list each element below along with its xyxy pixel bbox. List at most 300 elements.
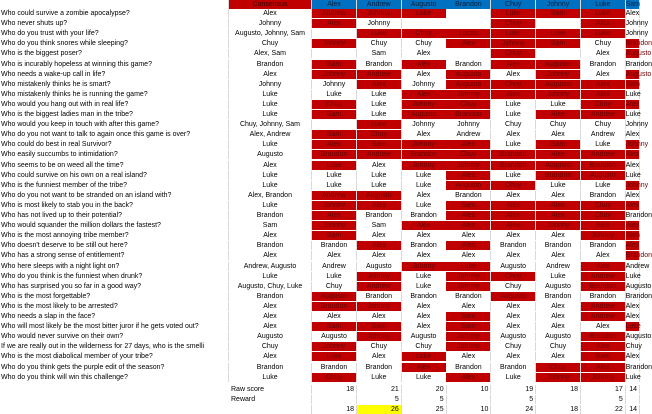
score-cell: 5	[357, 395, 402, 404]
answer-cell: Brandon	[625, 292, 652, 300]
answer-cell: Alex	[581, 49, 626, 58]
answer-cell: Alex	[402, 130, 447, 139]
question-cell: Who would you hang out with in real life?	[0, 100, 229, 109]
answer-cell: Brandon	[581, 60, 626, 69]
answer-cell: Augusto	[312, 292, 357, 301]
answer-cell: Alex	[446, 352, 491, 361]
answer-cell: Sam	[536, 140, 581, 149]
answer-cell: Luke	[491, 373, 536, 382]
question-cell: If we are really out in the wilderness for 27 days, who is the smelli	[0, 342, 229, 351]
answer-cell: Alex	[357, 231, 402, 240]
answer-cell: Augusto	[446, 80, 491, 89]
answer-cell: Alex	[312, 19, 357, 28]
answer-cell: Luke	[357, 373, 402, 382]
question-cell: Who could do best in real Survivor?	[0, 140, 229, 149]
table-row	[0, 181, 649, 190]
answer-cell: Alex	[402, 221, 447, 230]
answer-cell: Alex	[625, 313, 640, 320]
consensus-cell: Augusto	[229, 150, 312, 159]
consensus-cell: Augusto	[229, 332, 312, 341]
consensus-cell: Brandon	[229, 60, 312, 69]
answer-cell: Johnny	[446, 90, 491, 99]
consensus-cell: Alex	[229, 302, 312, 311]
answer-cell: Johnny	[402, 140, 447, 149]
answer-cell: Sam	[312, 60, 357, 69]
answer-cell: Augusto	[402, 332, 447, 341]
table-row	[0, 120, 649, 129]
answer-cell: Alex	[536, 130, 581, 139]
question-cell: Who seems to be on weed all the time?	[0, 161, 229, 170]
consensus-cell: Johnny	[229, 80, 312, 89]
answer-cell: Luke	[402, 272, 447, 281]
consensus-cell: Luke	[229, 90, 312, 99]
answer-cell: Johnny	[357, 272, 402, 281]
answer-cell: Alex	[536, 302, 581, 311]
question-cell: Who has not lived up to their potential?	[0, 211, 229, 220]
answer-cell: Brandon	[581, 191, 626, 200]
score-cell: 18	[312, 405, 357, 414]
table-row	[0, 19, 649, 28]
answer-cell: Brandon	[581, 282, 626, 291]
answer-cell: Alex	[402, 60, 447, 69]
answer-cell: Brandon	[357, 211, 402, 220]
answer-cell: Sam	[446, 312, 491, 321]
header-player-augusto[interactable]: Augusto	[402, 0, 447, 9]
raw-score-row	[0, 385, 640, 394]
answer-cell: Chuy	[491, 19, 536, 28]
question-cell: Who do you think snores while sleeping?	[0, 39, 229, 48]
answer-cell: Luke	[491, 140, 536, 149]
question-cell: Who is the most likely to be arrested?	[0, 302, 229, 311]
consensus-cell: Alex, Andrew	[229, 130, 312, 139]
question-cell: Who do you not want to talk to again once this game is over?	[0, 130, 229, 139]
answer-cell	[312, 120, 357, 129]
answer-cell: Andrew	[312, 262, 357, 271]
answer-cell: Chuy	[312, 100, 357, 109]
answer-cell: Johnny	[581, 231, 626, 240]
answer-cell: Alex	[581, 80, 626, 89]
header-question-cell	[0, 0, 229, 9]
answer-cell: Chuy	[312, 373, 357, 382]
answer-cell	[446, 19, 491, 28]
answer-cell: Alex	[446, 373, 491, 382]
answer-cell: Chuy	[357, 39, 402, 48]
answer-cell: Sam	[357, 140, 402, 149]
answer-cell: Alex	[625, 242, 640, 250]
answer-cell: Augusto	[581, 171, 626, 180]
question-cell: Who has surprised you so far in a good way?	[0, 282, 229, 291]
answer-cell: Brandon	[491, 241, 536, 250]
answer-cell	[312, 29, 357, 38]
answer-cell: Johnny	[446, 161, 491, 170]
answer-cell: Alex	[625, 353, 640, 361]
question-cell: Who is the most diabolical member of your tribe?	[0, 352, 229, 361]
question-cell: Who mistakenly thinks he is smart?	[0, 80, 229, 89]
answer-cell: Luke	[625, 323, 641, 331]
consensus-cell: Alex	[229, 251, 312, 260]
answer-cell: Alex	[357, 241, 402, 250]
answer-cell: Alex	[536, 150, 581, 159]
answer-cell: Chuy	[536, 363, 581, 372]
table-row	[0, 171, 640, 180]
score-cell: 18	[312, 385, 357, 394]
answer-cell: Alex	[446, 140, 491, 149]
answer-cell: Johnny	[402, 100, 447, 109]
answer-cell: Augusto	[312, 332, 357, 341]
header-consensus[interactable]: Consensus	[229, 0, 312, 9]
answer-cell: Luke	[402, 352, 447, 361]
answer-cell: Alex	[536, 110, 581, 119]
table-row	[0, 312, 640, 321]
answer-cell: Luke	[312, 161, 357, 170]
answer-cell: Andrew	[312, 191, 357, 200]
answer-cell: Luke	[491, 110, 536, 119]
answer-cell: Luke	[625, 373, 641, 381]
answer-cell: Brandon	[581, 161, 626, 170]
answer-cell: Alex	[581, 251, 626, 260]
score-cell: 24	[491, 405, 536, 414]
question-cell: Who would you keep in touch with after this game?	[0, 120, 229, 129]
answer-cell: Luke	[402, 181, 447, 190]
answer-cell: Johnny	[402, 262, 447, 271]
answer-cell: Johnny	[536, 90, 581, 99]
answer-cell: Alex	[357, 80, 402, 89]
answer-cell: Johnny	[625, 20, 649, 28]
answer-cell: Johnny	[402, 120, 447, 129]
score-cell: 10	[446, 385, 491, 394]
answer-cell: Alex	[312, 140, 357, 149]
answer-cell: Augusto	[536, 332, 581, 341]
answer-cell: Johnny	[402, 161, 447, 170]
answer-cell: Chuy	[357, 342, 402, 351]
footer-label	[229, 405, 312, 414]
consensus-cell: Luke	[229, 140, 312, 149]
answer-cell: Augusto	[625, 50, 652, 58]
answer-cell: Augusto	[402, 110, 447, 119]
answer-cell: Brandon	[625, 60, 652, 68]
score-cell	[626, 395, 640, 404]
consensus-cell: Alex	[229, 231, 312, 240]
answer-cell: Brandon	[312, 302, 357, 311]
answer-cell: Brandon	[491, 363, 536, 372]
score-cell: 14	[626, 385, 640, 394]
score-cell: 5	[581, 395, 626, 404]
answer-cell: Brandon	[357, 60, 402, 69]
table-row	[0, 110, 640, 119]
answer-cell: Augusto	[625, 333, 652, 341]
answer-cell: Alex	[402, 191, 447, 200]
question-cell: Who here sleeps with a night light on?	[0, 262, 229, 271]
answer-cell: Brandon	[446, 60, 491, 69]
answer-cell: Chuy	[581, 211, 626, 220]
answer-cell: Alex	[446, 231, 491, 240]
consensus-cell: Brandon	[229, 211, 312, 220]
answer-cell: Luke	[357, 90, 402, 99]
answer-cell: Johnny	[312, 80, 357, 89]
answer-cell: Alex	[357, 352, 402, 361]
answer-cell: Alex	[625, 10, 640, 17]
answer-cell: Alex	[625, 161, 640, 169]
answer-cell: Johnny	[446, 120, 491, 129]
answer-cell: Brandon	[402, 211, 447, 220]
consensus-cell: Luke	[229, 171, 312, 180]
question-cell: Who do you trust with your life?	[0, 29, 229, 38]
answer-cell: Luke	[536, 29, 581, 38]
answer-cell: Alex	[625, 201, 640, 209]
answer-cell: Chuy	[491, 120, 536, 129]
table-row	[0, 352, 640, 361]
answer-cell: Alex	[581, 363, 626, 372]
table-row	[0, 373, 640, 382]
answer-cell: Chuy	[491, 80, 536, 89]
table-row	[0, 262, 650, 271]
answer-cell: Alex	[491, 70, 536, 79]
question-cell: Who could survive on his own on a real island?	[0, 171, 229, 180]
answer-cell: Sam	[625, 80, 640, 88]
answer-cell: Alex	[581, 19, 626, 28]
consensus-cell: Luke	[229, 110, 312, 119]
answer-cell: Luke	[357, 29, 402, 38]
table-row	[0, 130, 640, 139]
answer-cell: Johnny	[625, 121, 649, 129]
question-cell: Who could survive a zombie apocalypse?	[0, 9, 229, 18]
answer-cell: Johnny	[625, 30, 649, 38]
answer-cell: Alex	[491, 211, 536, 220]
answer-cell: Alex	[446, 251, 491, 260]
answer-cell: Johnny	[446, 332, 491, 341]
answer-cell: Luke	[625, 272, 641, 280]
answer-cell: Alex	[536, 251, 581, 260]
answer-cell: Chuy	[491, 272, 536, 281]
header-player-sam[interactable]: Sam	[625, 1, 640, 8]
answer-cell: Alex	[402, 251, 447, 260]
answer-cell: Luke	[402, 373, 447, 382]
table-row	[0, 201, 640, 210]
answer-cell: Johnny	[581, 373, 626, 382]
answer-cell: Sam	[625, 232, 640, 240]
consensus-cell: Alex	[229, 9, 312, 18]
answer-cell: Alex	[402, 231, 447, 240]
question-cell: Who is the biggest ladies man in the tribe?	[0, 110, 229, 119]
answer-cell: Johnny	[357, 19, 402, 28]
score-cell	[446, 395, 491, 404]
answer-cell: Alex	[536, 352, 581, 361]
answer-cell: Augusto	[625, 282, 652, 290]
answer-cell: Brandon	[536, 292, 581, 301]
score-cell: 25	[402, 405, 447, 414]
answer-cell: Brandon	[536, 171, 581, 180]
score-cell: 20	[402, 385, 447, 394]
score-cell: 21	[357, 385, 402, 394]
score-cell: 10	[446, 405, 491, 414]
answer-cell: Luke	[402, 201, 447, 210]
question-cell: Who do you not want to be stranded on an island with?	[0, 191, 229, 200]
score-cell: 22	[581, 405, 626, 414]
question-cell: Who is incurably hopeless at winning this game?	[0, 60, 229, 69]
question-cell: Who is the funniest member of the tribe?	[0, 181, 229, 190]
answer-cell: Alex	[357, 201, 402, 210]
header-player-chuy[interactable]: Chuy	[491, 0, 536, 9]
answer-cell: Alex	[402, 90, 447, 99]
answer-cell: Alex	[446, 221, 491, 230]
answer-cell: Luke	[312, 181, 357, 190]
answer-cell: Alex	[581, 90, 626, 99]
consensus-cell: Chuy	[229, 39, 312, 48]
score-cell: 14	[626, 405, 640, 414]
answer-cell: Johnny	[446, 272, 491, 281]
table-row	[0, 251, 652, 260]
answer-cell: Andrew	[357, 70, 402, 79]
answer-cell: Johnny	[625, 181, 649, 189]
answer-cell: Augusto	[357, 262, 402, 271]
answer-cell: Luke	[312, 90, 357, 99]
question-cell: Who would squander the million dollars the fastest?	[0, 221, 229, 230]
answer-cell: Brandon	[491, 150, 536, 159]
consensus-cell: Andrew, Augusto	[229, 262, 312, 271]
consensus-cell: Brandon	[229, 292, 312, 301]
consensus-cell: Chuy, Johnny, Sam	[229, 120, 312, 129]
answer-cell: Brandon	[402, 150, 447, 159]
answer-cell	[446, 9, 491, 18]
table-row	[0, 9, 640, 18]
answer-cell: Alex	[625, 131, 640, 139]
table-row	[0, 272, 640, 281]
answer-cell: Sam	[357, 49, 402, 58]
answer-cell: Chuy	[581, 120, 626, 129]
table-row	[0, 60, 652, 69]
question-cell: Who do you think gets the purple edit of the season?	[0, 363, 229, 372]
score-cell: 5	[491, 395, 536, 404]
question-cell: Who is most likely to stab you in the back?	[0, 201, 229, 210]
answer-cell	[312, 49, 357, 58]
answer-cell: Alex	[491, 322, 536, 331]
table-row	[0, 90, 640, 99]
answer-cell: Chuy	[491, 282, 536, 291]
answer-cell: Johnny	[312, 342, 357, 351]
answer-cell: Brandon	[446, 191, 491, 200]
answer-cell: Alex	[357, 161, 402, 170]
answer-cell: Andrew	[357, 282, 402, 291]
header-player-andrew[interactable]: Andrew	[357, 0, 402, 9]
answer-cell: Alex	[491, 191, 536, 200]
answer-cell: Sam	[536, 39, 581, 48]
answer-cell: Luke	[357, 181, 402, 190]
answer-cell: Luke	[536, 272, 581, 281]
score-cell: 26	[357, 405, 402, 414]
table-row	[0, 161, 640, 170]
answer-cell: Alex	[625, 302, 640, 310]
header-player-johnny[interactable]: Johnny	[536, 0, 581, 9]
answer-cell: Sam	[357, 322, 402, 331]
answer-cell: Luke	[581, 9, 626, 18]
table-row	[0, 363, 652, 372]
consensus-cell: Luke	[229, 100, 312, 109]
table-row	[0, 29, 649, 38]
footer-label: Raw score	[229, 385, 312, 394]
answer-cell: Andrew	[446, 130, 491, 139]
header-player-luke[interactable]: Luke	[581, 0, 626, 9]
answer-cell: Alex	[312, 312, 357, 321]
answer-cell: Alex	[402, 49, 447, 58]
answer-cell: Brandon	[402, 292, 447, 301]
answer-cell: Augusto	[491, 292, 536, 301]
answer-cell: Luke	[357, 110, 402, 119]
answer-cell: Alex	[581, 322, 626, 331]
answer-cell: Alex	[491, 231, 536, 240]
answer-cell: Johnny	[312, 70, 357, 79]
score-cell: 18	[536, 405, 581, 414]
answer-cell: Augusto	[536, 80, 581, 89]
answer-cell: Alex	[491, 312, 536, 321]
answer-cell: Andrew	[581, 302, 626, 311]
total-row	[0, 405, 640, 414]
answer-cell: Alex	[536, 312, 581, 321]
answer-cell: Brandon	[312, 150, 357, 159]
question-cell: Who mistakenly thinks he is running the game?	[0, 90, 229, 99]
consensus-cell: Alex	[229, 70, 312, 79]
answer-cell: Brandon	[625, 212, 652, 219]
header-player-brandon[interactable]: Brandon	[446, 0, 491, 9]
answer-cell	[402, 19, 447, 28]
answer-cell: Luke	[581, 29, 626, 38]
answer-cell: Luke	[402, 282, 447, 291]
table-row	[0, 211, 652, 220]
question-cell: Who do you think is the funniest when drunk?	[0, 272, 229, 281]
answer-cell: Luke	[581, 140, 626, 149]
header-row	[0, 0, 640, 9]
table-row	[0, 231, 640, 240]
table-row	[0, 282, 652, 291]
answer-cell: Chuy	[446, 100, 491, 109]
consensus-cell: Sam	[229, 221, 312, 230]
answer-cell: Alex	[402, 302, 447, 311]
table-row	[0, 332, 652, 341]
answer-cell: Alex	[491, 352, 536, 361]
answer-cell: Johnny	[491, 39, 536, 48]
answer-cell: Alex	[446, 171, 491, 180]
answer-cell: Chuy	[581, 100, 626, 109]
question-cell: Who is the most forgettable?	[0, 292, 229, 301]
answer-cell: Chuy	[581, 39, 626, 48]
answer-cell: Chuy	[491, 342, 536, 351]
answer-cell: Alex	[402, 70, 447, 79]
reward-row	[0, 395, 640, 404]
answer-cell: Alex	[625, 191, 640, 199]
answer-cell: Chuy	[536, 342, 581, 351]
answer-cell: Brandon	[357, 363, 402, 372]
answer-cell: Andrew	[581, 130, 626, 139]
header-player-alex[interactable]: Alex	[312, 0, 357, 9]
question-cell: Who will most likely be the most bitter juror if he gets voted out?	[0, 322, 229, 331]
score-cell: 19	[491, 385, 536, 394]
answer-cell: Brandon	[446, 110, 491, 119]
score-cell	[536, 395, 581, 404]
answer-cell: Luke	[491, 171, 536, 180]
answer-cell: Brandon	[581, 332, 626, 341]
answer-cell: Alex	[536, 322, 581, 331]
answer-cell: Luke	[491, 9, 536, 18]
answer-cell: Sam	[357, 221, 402, 230]
consensus-cell: Augusto, Chuy, Luke	[229, 282, 312, 291]
answer-cell: Alex	[625, 100, 640, 108]
answer-cell: Alex	[491, 90, 536, 99]
answer-cell: Luke	[536, 100, 581, 109]
table-row	[0, 191, 640, 200]
question-cell: Who never shuts up?	[0, 19, 229, 28]
answer-cell: Augusto	[536, 161, 581, 170]
answer-cell: Johnny	[312, 201, 357, 210]
answer-cell: Sam	[312, 130, 357, 139]
